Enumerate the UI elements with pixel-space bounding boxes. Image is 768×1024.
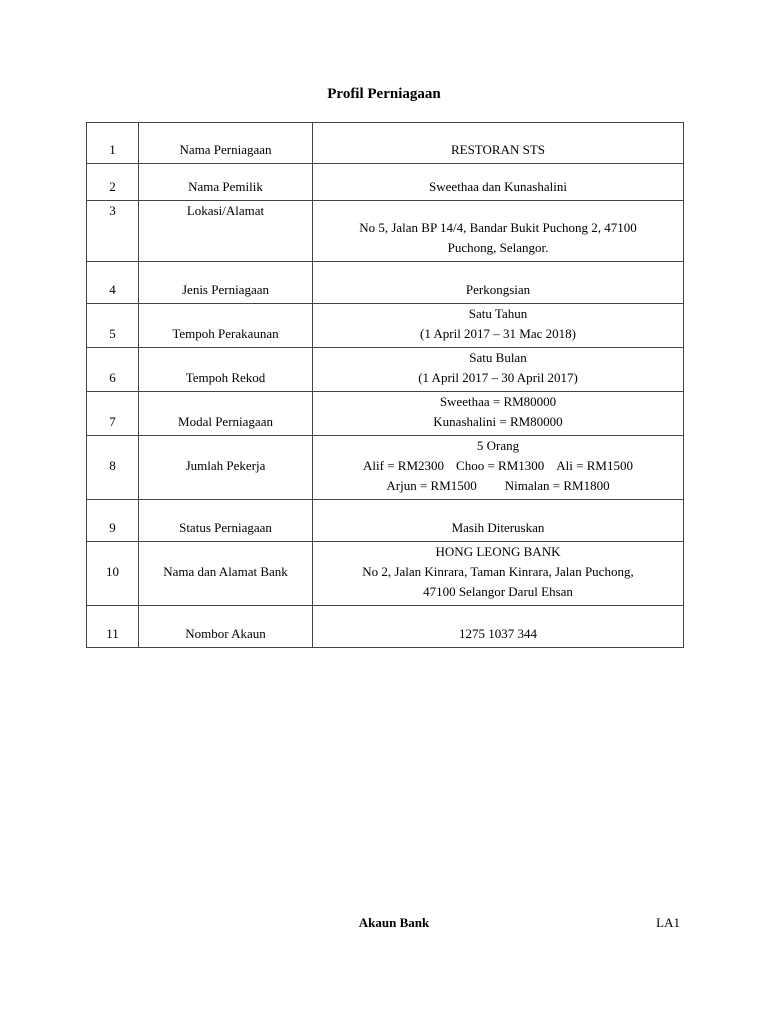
worker-salaries-line-2 <box>319 476 677 496</box>
row-value <box>313 542 684 606</box>
row-value <box>313 606 684 648</box>
table-row <box>87 123 684 164</box>
row-number: 6 <box>87 348 139 392</box>
table-row <box>87 392 684 436</box>
row-label: Modal Perniagaan <box>139 392 313 436</box>
value-line: (1 April 2017 – 31 Mac 2018) <box>420 326 576 341</box>
row-number: 3 <box>87 201 139 262</box>
table-row <box>87 164 684 201</box>
table-row <box>87 542 684 606</box>
table-row <box>87 348 684 392</box>
value-line: No 2, Jalan Kinrara, Taman Kinrara, Jalan Puchong, <box>362 564 634 579</box>
row-value <box>313 164 684 201</box>
table-row <box>87 201 684 262</box>
row-number: 10 <box>87 542 139 606</box>
row-value <box>313 304 684 348</box>
row-label: Nama Perniagaan <box>139 123 313 164</box>
table-row <box>87 606 684 648</box>
worker-salary: Choo = RM1300 <box>456 458 545 473</box>
value-line: (1 April 2017 – 30 April 2017) <box>418 370 578 385</box>
worker-salaries-line-1 <box>319 456 677 476</box>
value-line: Kunashalini = RM80000 <box>433 414 563 429</box>
row-number: 7 <box>87 392 139 436</box>
value-line: Masih Diteruskan <box>451 520 545 535</box>
row-number: 5 <box>87 304 139 348</box>
row-label: Status Perniagaan <box>139 500 313 542</box>
row-label: Jumlah Pekerja <box>139 436 313 500</box>
row-label: Nombor Akaun <box>139 606 313 648</box>
value-line: Satu Bulan <box>469 350 527 365</box>
row-number: 9 <box>87 500 139 542</box>
value-line: Puchong, Selangor. <box>447 240 549 255</box>
value-line: Sweethaa dan Kunashalini <box>429 179 567 194</box>
row-number: 1 <box>87 123 139 164</box>
row-label: Nama Pemilik <box>139 164 313 201</box>
row-number: 4 <box>87 262 139 304</box>
page-title: Profil Perniagaan <box>327 86 441 102</box>
business-profile-table <box>86 122 684 648</box>
row-label: Tempoh Rekod <box>139 348 313 392</box>
table-row <box>87 500 684 542</box>
row-value <box>313 436 684 500</box>
table-row <box>87 436 684 500</box>
row-label: Nama dan Alamat Bank <box>139 542 313 606</box>
row-value <box>313 123 684 164</box>
footer-section-title: Akaun Bank <box>358 915 430 930</box>
row-value <box>313 392 684 436</box>
row-value <box>313 201 684 262</box>
row-number: 11 <box>87 606 139 648</box>
value-line: Sweethaa = RM80000 <box>439 394 557 409</box>
value-line: 47100 Selangor Darul Ehsan <box>423 584 573 599</box>
footer-page-code: LA1 <box>656 915 680 930</box>
row-number: 2 <box>87 164 139 201</box>
row-label: Jenis Perniagaan <box>139 262 313 304</box>
table-row <box>87 262 684 304</box>
value-line: Perkongsian <box>465 282 531 297</box>
worker-salary: Arjun = RM1500 <box>386 478 477 493</box>
value-line: Satu Tahun <box>468 306 528 321</box>
worker-salary: Ali = RM1500 <box>556 458 633 473</box>
row-value <box>313 500 684 542</box>
value-line: 5 Orang <box>476 438 520 453</box>
row-label: Tempoh Perakaunan <box>139 304 313 348</box>
worker-salary: Alif = RM2300 <box>363 458 445 473</box>
row-value <box>313 262 684 304</box>
value-line: No 5, Jalan BP 14/4, Bandar Bukit Puchong 2, 47100 <box>359 220 637 235</box>
row-label: Lokasi/Alamat <box>139 201 313 262</box>
value-line: HONG LEONG BANK <box>435 544 561 559</box>
value-line: RESTORAN STS <box>450 142 546 157</box>
value-line: 1275 1037 344 <box>459 626 537 641</box>
worker-salary: Nimalan = RM1800 <box>504 478 610 493</box>
row-value <box>313 348 684 392</box>
row-number: 8 <box>87 436 139 500</box>
table-row <box>87 304 684 348</box>
